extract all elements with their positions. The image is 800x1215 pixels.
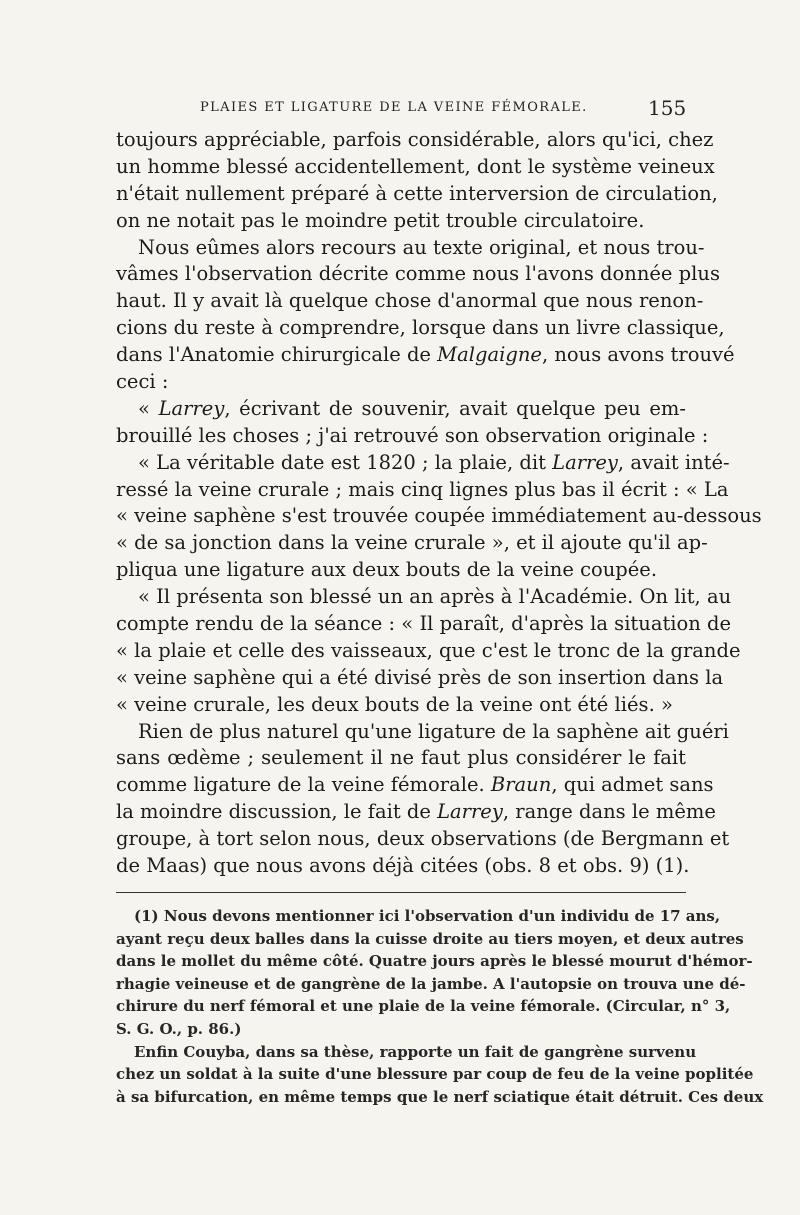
text-line: « veine saphène s'est trouvée coupée immédiatement au-dessous <box>116 504 762 528</box>
text-line: ceci : <box>116 370 169 394</box>
main-text <box>116 127 762 880</box>
text-line: Rien de plus naturel qu'une ligature de la saphène ait guéri <box>138 719 729 743</box>
text-line: toujours appréciable, parfois considérable, alors qu'ici, chez <box>116 128 714 151</box>
footnotes <box>116 905 764 1108</box>
footnote-line: (1) Nous devons mentionner ici l'observation d'un individu de 17 ans, <box>134 907 721 925</box>
text-line: « la plaie et celle des vaisseaux, que c'est le tronc de la grande <box>116 638 741 662</box>
footnote-line: chirure du nerf fémoral et une plaie de la veine fémorale. (Circular, n° 3, <box>116 997 731 1016</box>
footnote-line: Enfin Couyba, dans sa thèse, rapporte un fait de gangrène survenu <box>134 1042 697 1061</box>
text-line: ressé la veine crurale ; mais cinq lignes plus bas il écrit : « La <box>116 477 729 501</box>
text-line: de Maas) que nous avons déjà citées (obs. 8 et obs. 9) (1). <box>116 854 690 878</box>
text-line: on ne notait pas le moindre petit trouble circulatoire. <box>116 208 645 232</box>
text-line: un homme blessé accidentellement, dont le système veineux <box>116 154 715 178</box>
text-line: « veine saphène qui a été divisé près de son insertion dans la <box>116 665 724 689</box>
footnote-line: rhagie veineuse et de gangrène de la jambe. A l'autopsie on trouva une dé- <box>116 974 746 993</box>
text-line <box>116 799 716 826</box>
text-span: « La véritable date est 1820 ; la plaie, dit <box>138 450 553 474</box>
footnote-line: ayant reçu deux balles dans la cuisse droite au tiers moyen, et deux autres <box>116 929 744 948</box>
text-span: dans l'Anatomie chirurgicale de <box>116 343 431 367</box>
text-line <box>116 450 730 477</box>
text-span: comme ligature de la veine fémorale. <box>116 773 491 797</box>
author-name: Malgaigne <box>437 343 542 367</box>
author-name: Larrey <box>552 450 618 474</box>
text-line <box>116 772 714 799</box>
text-line <box>116 342 735 369</box>
text-span: la moindre discussion, le fait de <box>116 800 438 824</box>
footnote-line: dans le mollet du même côté. Quatre jours après le blessé mourut d'hémor- <box>116 952 753 971</box>
author-name: Larrey <box>158 396 225 420</box>
text-line: « veine crurale, les deux bouts de la veine ont été liés. » <box>116 692 673 716</box>
author-name: Larrey <box>437 800 503 824</box>
text-line: groupe, à tort selon nous, deux observations (de Bergmann et <box>116 827 730 851</box>
text-line: cions du reste à comprendre, lorsque dans un livre classique, <box>116 316 725 340</box>
text-line: sans œdème ; seulement il ne faut plus considérer le fait <box>116 746 686 770</box>
text-line: haut. Il y avait là quelque chose d'anormal que nous renon- <box>116 289 704 313</box>
footnote-separator <box>116 892 686 893</box>
footnote-line: chez un soldat à la suite d'une blessure par coup de feu de la veine poplitée <box>116 1065 754 1084</box>
footnote-line: à sa bifurcation, en même temps que le nerf sciatique était détruit. Ces deux <box>116 1087 764 1106</box>
text-line: Nous eûmes alors recours au texte original, et nous trou- <box>138 235 705 259</box>
text-span: , écrivant de souvenir, avait quelque peu em- <box>224 396 686 420</box>
text-line: compte rendu de la séance : « Il paraît, d'après la situation de <box>116 612 732 636</box>
running-title: PLAIES ET LIGATURE DE LA VEINE FÉMORALE. <box>200 100 588 115</box>
text-line: « de sa jonction dans la veine crurale », et il ajoute qu'il ap- <box>116 531 708 555</box>
text-line <box>116 396 686 423</box>
author-name: Braun <box>490 773 552 797</box>
text-span: , avait inté- <box>617 450 730 474</box>
page-number: 155 <box>648 96 687 120</box>
text-span: « <box>138 396 159 420</box>
text-span: , qui admet sans <box>551 773 714 797</box>
text-line: pliqua une ligature aux deux bouts de la veine coupée. <box>116 558 658 582</box>
text-span: , range dans le même <box>502 800 716 824</box>
text-line: n'était nullement préparé à cette interversion de circulation, <box>116 181 718 205</box>
text-span: , nous avons trouvé <box>541 343 735 367</box>
text-line: « Il présenta son blessé un an après à l'Académie. On lit, au <box>138 585 732 609</box>
text-line: vâmes l'observation décrite comme nous l'avons donnée plus <box>116 262 720 286</box>
text-line: brouillé les choses ; j'ai retrouvé son observation originale : <box>116 423 709 447</box>
footnote-line: S. G. O., p. 86.) <box>116 1019 242 1038</box>
